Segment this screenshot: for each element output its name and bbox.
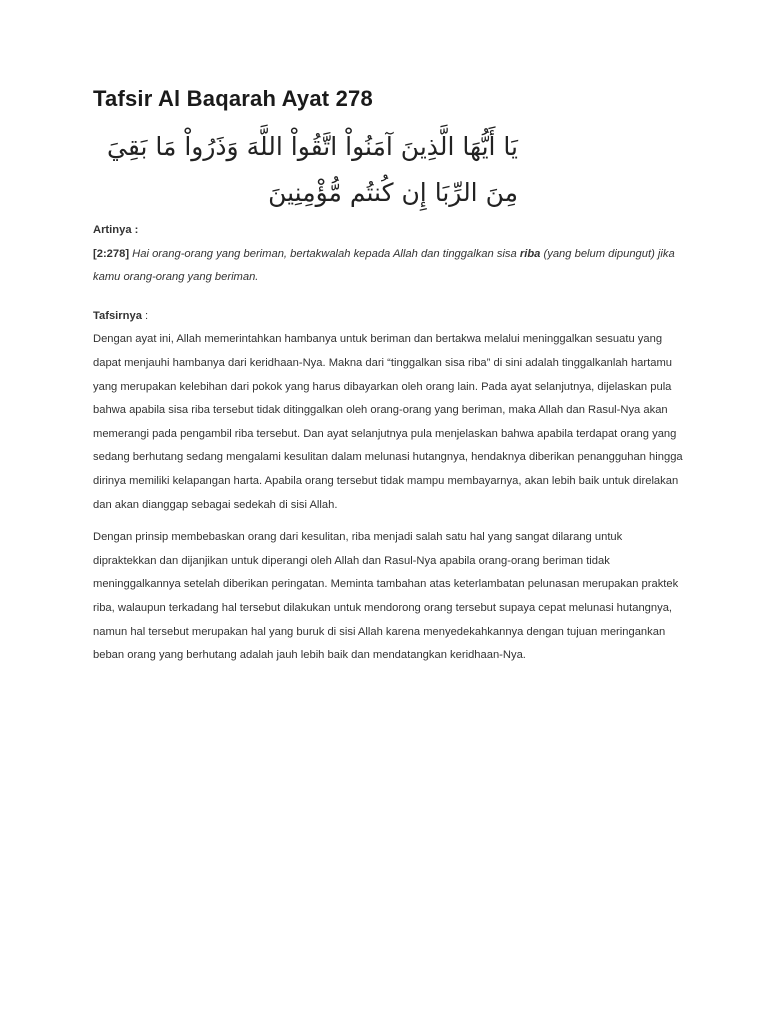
arabic-verse: يَا أَيُّهَا الَّذِينَ آمَنُواْ اتَّقُواْ اللَّهَ وَذَرُواْ مَا بَقِيَ مِنَ الرِّبَا إِن كُنتُم مُّؤْمِنِينَ (106, 132, 518, 207)
translation-part-1: Hai orang-orang yang beriman, bertakwalah kepada Allah dan tinggalkan sisa (129, 247, 520, 260)
tafsir-heading (93, 305, 683, 329)
translation-emphasis: riba (519, 247, 541, 260)
page-title: Tafsir Al Baqarah Ayat 278 (93, 86, 373, 111)
tafsir-label-suffix: : (141, 309, 149, 322)
verse-reference: [2:278] (93, 247, 130, 260)
tafsir-paragraph-1: Dengan ayat ini, Allah memerintahkan hambanya untuk beriman dan bertakwa melalui meninggalkan sesuatu yang dapat menjauhi hambanya dari keridhaan-Nya. Makna dari “tinggalkan sisa riba” di sini adalah tinggalkanlah hartamu yang merupakan kelebihan dari pokok yang harus dibayarkan oleh orang lain. Pada ayat selanjutnya, dijelaskan pula bahwa apabila sisa riba tersebut tidak ditinggalkan oleh orang-orang yang beriman, maka Allah dan Rasul-Nya akan memerangi pada pengambil riba tersebut. Dan ayat selanjutnya pula menjelaskan bahwa apabila terdapat orang yang sedang berhutang sedang mengalami kesulitan dalam melunasi hutangnya, hendaknya diberikan penangguhan hingga dirinya memiliki kelapangan harta. Apabila orang tersebut tidak mampu membayarnya, akan lebih baik untuk direlakan dan akan dianggap sebagai sedekah di sisi Allah. (93, 333, 683, 511)
tafsir-label: Tafsirnya (93, 309, 142, 322)
artinya-label: Artinya : (93, 224, 139, 236)
translation-part-2: (yang belum dipungut) jika kamu orang-orang yang beriman. (93, 247, 675, 284)
document-body (93, 219, 683, 668)
tafsir-paragraph-2: Dengan prinsip membebaskan orang dari kesulitan, riba menjadi salah satu hal yang sangat dilarang untuk dipraktekkan dan dijanjikan untuk diperangi oleh Allah dan Rasul-Nya apabila orang-orang beriman tidak meninggalkannya setelah diberikan peringatan. Meminta tambahan atas keterlambatan pelunasan merupakan praktek riba, walaupun terkadang hal tersebut dilakukan untuk mendorong orang tersebut supaya cepat melunasi hutangnya, namun hal tersebut merupakan hal yang buruk di sisi Allah karena menyedekahkannya dengan tujuan meringankan beban orang yang berhutang adalah jauh lebih baik dan mendatangkan keridhaan-Nya. (93, 531, 679, 662)
translation-text (93, 243, 683, 290)
